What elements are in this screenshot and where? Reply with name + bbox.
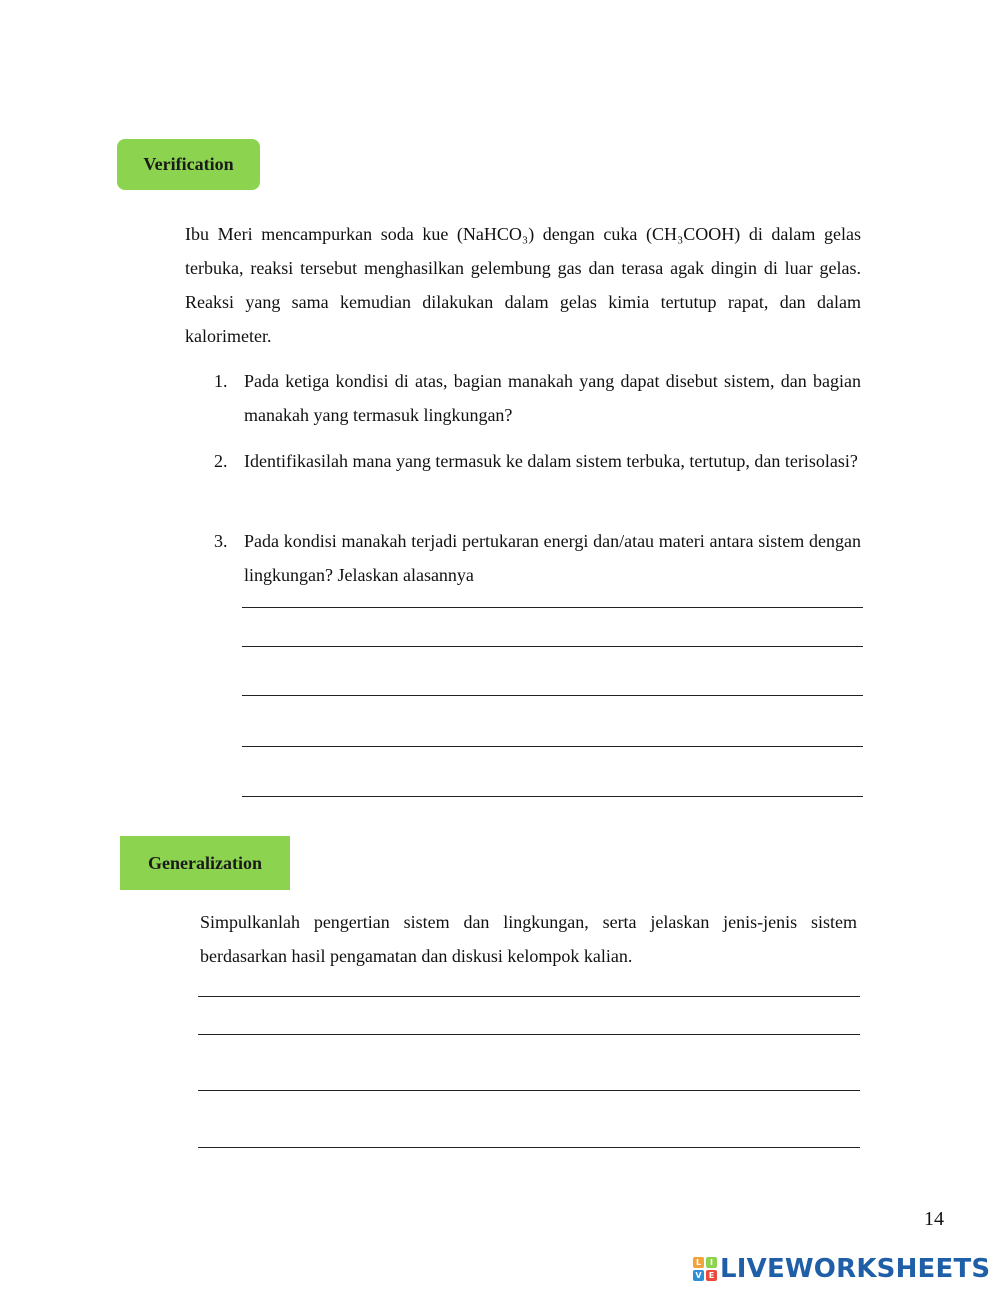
generalization-text: Simpulkanlah pengertian sistem dan lingkungan, serta jelaskan jenis-jenis sistem berdasarkan hasil pengamatan dan diskusi kelompok kalian. [200,912,857,966]
generalization-answer-line-2[interactable] [198,1034,860,1035]
question-1-number: 1. [214,371,228,391]
logo-square-e: E [706,1270,717,1281]
logo-square-i: I [706,1257,717,1268]
liveworksheets-logo [693,1254,990,1284]
question-1-text: Pada ketiga kondisi di atas, bagian manakah yang dapat disebut sistem, dan bagian manakah yang termasuk lingkungan? [244,371,861,425]
liveworksheets-mark-icon [693,1257,717,1281]
generalization-label: Generalization [148,852,262,873]
logo-square-v: V [693,1270,704,1281]
generalization-badge [120,836,290,890]
generalization-answer-line-4[interactable] [198,1147,860,1148]
liveworksheets-wordmark: LIVEWORKSHEETS [720,1254,991,1284]
verification-answer-line-1[interactable] [242,607,863,608]
logo-square-l: L [693,1257,704,1268]
verification-intro: Ibu Meri mencampurkan soda kue (NaHCO₃) dengan cuka (CH₃COOH) di dalam gelas terbuka, reaksi tersebut menghasilkan gelembung gas dan terasa agak dingin di luar gelas. Reaksi yang sama kemudian dilakukan dalam gelas kimia tertutup rapat, dan dalam kalorimeter. [185,224,861,346]
verification-answer-line-3[interactable] [242,695,863,696]
question-3-text: Pada kondisi manakah terjadi pertukaran energi dan/atau materi antara sistem dengan lingkungan? Jelaskan alasannya [244,531,861,585]
question-3 [214,524,861,592]
verification-answer-line-4[interactable] [242,746,863,747]
question-2-text: Identifikasilah mana yang termasuk ke dalam sistem terbuka, tertutup, dan terisolasi? [244,451,858,471]
page-number: 14 [924,1208,944,1230]
question-2 [214,444,861,478]
generalization-answer-line-1[interactable] [198,996,860,997]
verification-answer-line-5[interactable] [242,796,863,797]
question-2-number: 2. [214,451,228,471]
question-3-number: 3. [214,531,228,551]
verification-answer-line-2[interactable] [242,646,863,647]
verification-badge [117,139,260,190]
question-1 [214,364,861,432]
generalization-answer-line-3[interactable] [198,1090,860,1091]
verification-label: Verification [143,154,234,174]
